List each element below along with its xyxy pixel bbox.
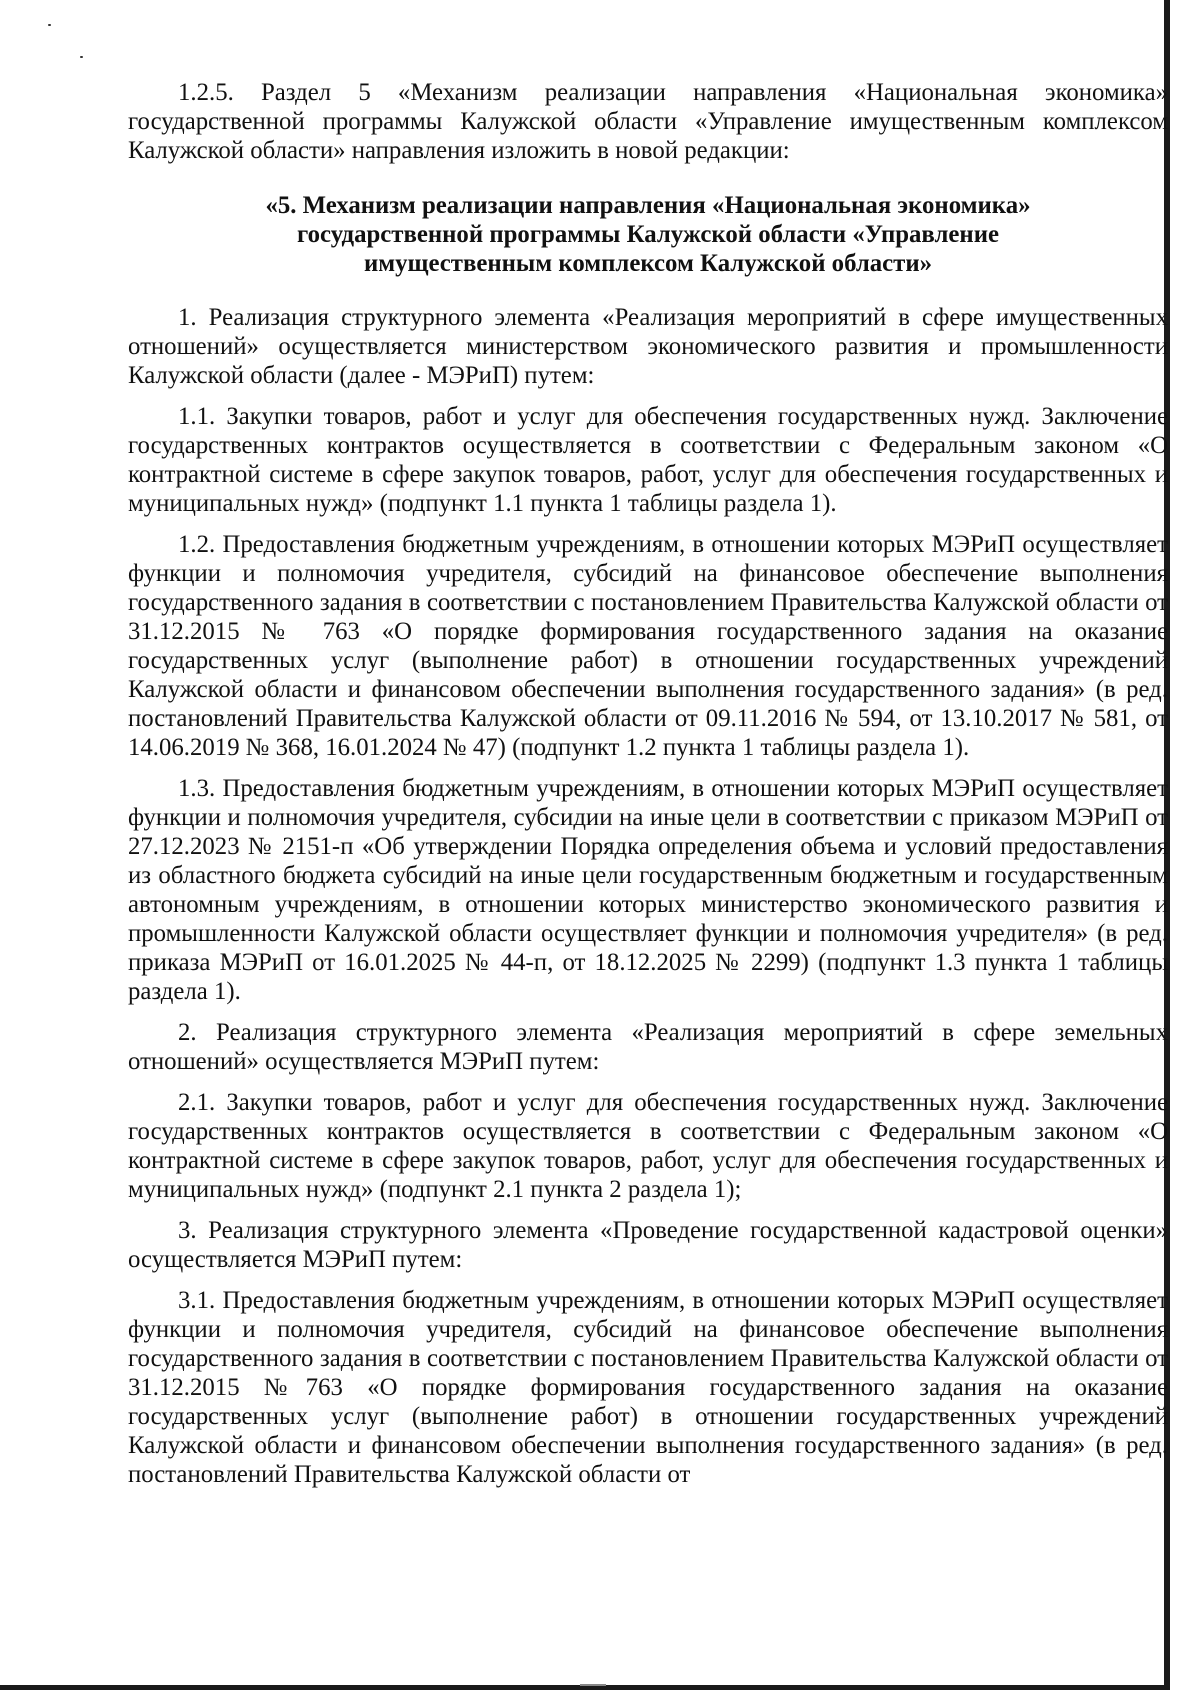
intro-paragraph: 1.2.5. Раздел 5 «Механизм реализации направления «Национальная экономика» государственной программы Калужской области «Управление имущественным комплексом Калужской области» направления изложить в новой редакции: — [128, 79, 1168, 164]
paragraph-3-1: 3.1. Предоставления бюджетным учреждениям, в отношении которых МЭРиП осуществляет функции и полномочия учредителя, субсидий на финансовое обеспечение выполнения государственного задания в соответствии с постановлением Правительства Калужской области от 31.12.2015 №763 «О порядке формирования государственного задания на оказание государственных услуг (выполнение работ) в отношении государственных учреждений Калужской области и финансовом обеспечении выполнения государственного задания» (в ред. постановлений Правительства Калужской области от — [128, 1287, 1168, 1488]
scan-speck — [80, 56, 83, 58]
scan-artifact — [580, 1684, 606, 1686]
paragraph-2: 2. Реализация структурного элемента «Реализация мероприятий в сфере земельных отношений» осуществляется МЭРиП путем: — [128, 1019, 1168, 1075]
paragraph-1-2: 1.2. Предоставления бюджетным учреждениям, в отношении которых МЭРиП осуществляет функции и полномочия учредителя, субсидий на финансовое обеспечение выполнения государственного задания в соответствии с постановлением Правительства Калужской области от 31.12.2015 № 763 «О порядке формирования государственного задания на оказание государственных услуг (выполнение работ) в отношении государственных учреждений Калужской области и финансовом обеспечении выполнения государственного задания» (в ред. постановлений Правительства Калужской области от 09.11.2016 № 594, от 13.10.2017 № 581, от 14.06.2019 № 368, 16.01.2024 № 47) (подпункт 1.2 пункта 1 таблицы раздела 1). — [128, 531, 1168, 761]
heading-line: государственной программы Калужской области «Управление — [296, 221, 999, 248]
paragraph-1-1: 1.1. Закупки товаров, работ и услуг для обеспечения государственных нужд. Заключение государственных контрактов осуществляется в соответствии с Федеральным законом «О контрактной системе в сфере закупок товаров, работ, услуг для обеспечения государственных и муниципальных нужд» (подпункт 1.1 пункта 1 таблицы раздела 1). — [128, 403, 1168, 517]
paragraph-1: 1. Реализация структурного элемента «Реализация мероприятий в сфере имущественных отношений» осуществляется министерством экономического развития и промышленности Калужской области (далее - МЭРиП) путем: — [128, 304, 1168, 389]
paragraph-1-3: 1.3. Предоставления бюджетным учреждениям, в отношении которых МЭРиП осуществляет функции и полномочия учредителя, субсидии на иные цели в соответствии с приказом МЭРиП от 27.12.2023 № 2151-п «Об утверждении Порядка определения объема и условий предоставления из областного бюджета субсидий на иные цели государственным бюджетным и государственным автономным учреждениям, в отношении которых министерство экономического развития и промышленности Калужской области осуществляет функции и полномочия учредителя» (в ред. приказа МЭРиП от 16.01.2025 № 44-п, от 18.12.2025 № 2299) (подпункт 1.3 пункта 1 таблицы раздела 1). — [128, 775, 1168, 1005]
paragraph-2-1: 2.1. Закупки товаров, работ и услуг для обеспечения государственных нужд. Заключение государственных контрактов осуществляется в соответствии с Федеральным законом «О контрактной системе в сфере закупок товаров, работ, услуг для обеспечения государственных и муниципальных нужд» (подпункт 2.1 пункта 2 раздела 1); — [128, 1089, 1168, 1203]
paragraph-3: 3. Реализация структурного элемента «Проведение государственной кадастровой оценки» осуществляется МЭРиП путем: — [128, 1217, 1168, 1273]
document-body — [128, 78, 1168, 1501]
heading-line: имущественным комплексом Калужской области» — [363, 250, 933, 277]
section-heading — [128, 191, 1168, 278]
scan-speck — [48, 24, 51, 26]
heading-line: «5. Механизм реализации направления «Национальная экономика» — [265, 192, 1031, 219]
